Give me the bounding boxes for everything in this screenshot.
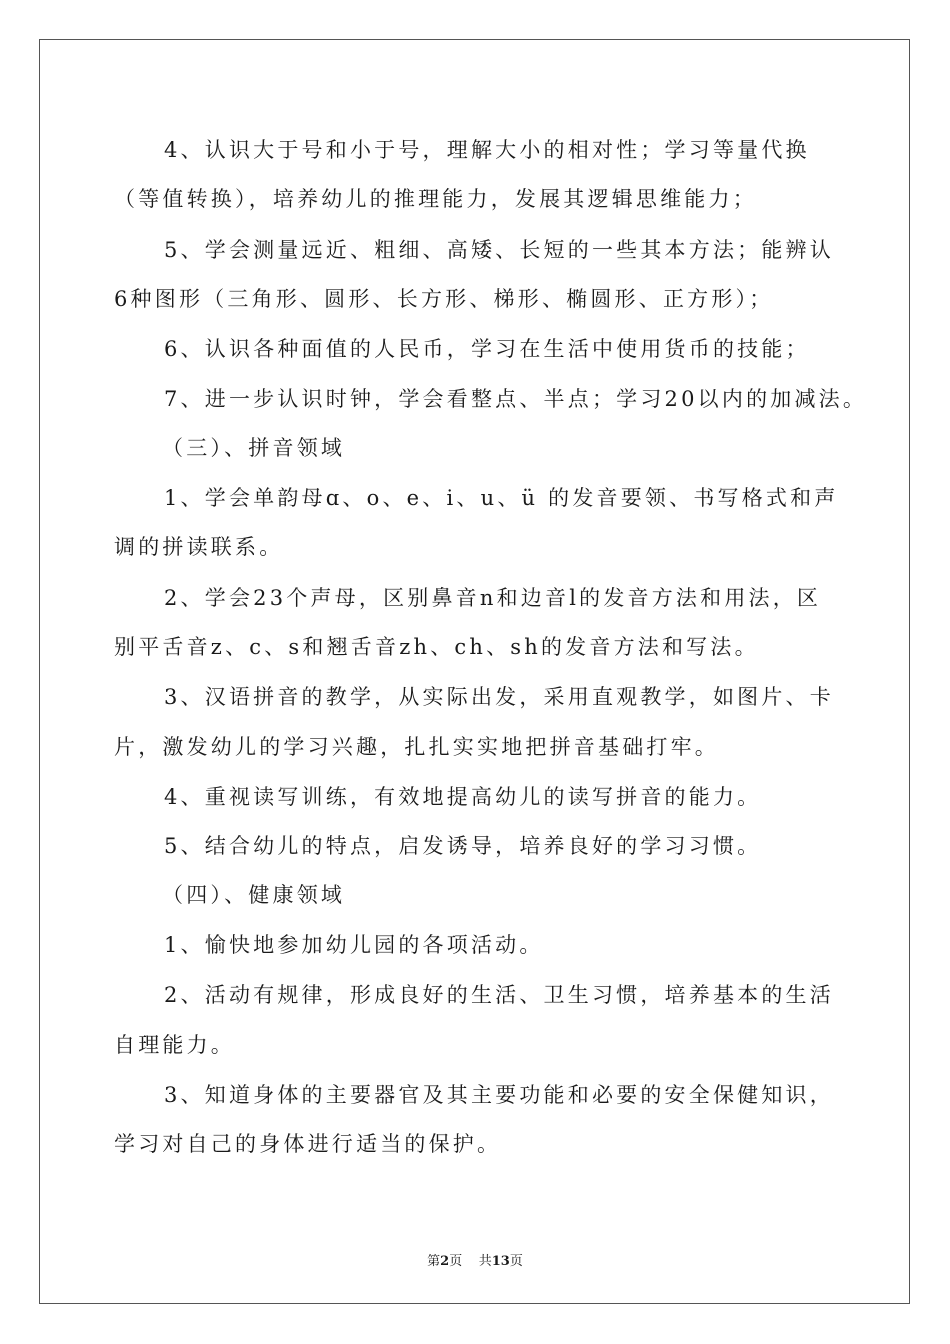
text-line: 片，激发幼儿的学习兴趣，扎扎实实地把拼音基础打牢。 [114, 735, 719, 759]
text-line: 7、进一步认识时钟，学会看整点、半点；学习20以内的加减法。 [164, 387, 868, 411]
text-line: 调的拼读联系。 [114, 535, 284, 559]
text-line: 2、活动有规律，形成良好的生活、卫生习惯，培养基本的生活 [164, 983, 834, 1007]
text-line: 5、结合幼儿的特点，启发诱导，培养良好的学习习惯。 [164, 834, 762, 858]
footer-page-prefix: 第 [427, 1254, 441, 1269]
text-line: 4、认识大于号和小于号，理解大小的相对性；学习等量代换 [164, 138, 810, 162]
text-line: 3、汉语拼音的教学，从实际出发，采用直观教学，如图片、卡 [164, 685, 834, 709]
text-line: 1、愉快地参加幼儿园的各项活动。 [164, 933, 544, 957]
footer-total-suffix: 页 [509, 1254, 523, 1269]
footer-total-pages: 13 [491, 1254, 510, 1269]
text-line: 学习对自己的身体进行适当的保护。 [114, 1132, 502, 1156]
footer-page-suffix: 页 [449, 1254, 463, 1269]
text-line: 2、学会23个声母，区别鼻音n和边音l的发音方法和用法，区 [164, 586, 822, 610]
page-border [39, 39, 910, 1304]
text-line: 自理能力。 [114, 1033, 235, 1057]
text-line: 6、认识各种面值的人民币，学习在生活中使用货币的技能； [164, 337, 810, 361]
footer-total-prefix: 共 [478, 1254, 492, 1269]
text-line: 4、重视读写训练，有效地提高幼儿的读写拼音的能力。 [164, 785, 762, 809]
text-line: 5、学会测量远近、粗细、高矮、长短的一些其本方法；能辨认 [164, 238, 834, 262]
text-line: 6种图形（三角形、圆形、长方形、梯形、椭圆形、正方形）； [114, 287, 774, 311]
page-footer [0, 1250, 950, 1269]
text-line: 别平舌音z、c、s和翘舌音zh、ch、sh的发音方法和写法。 [114, 635, 759, 659]
text-line: 1、学会单韵母ɑ、o、e、i、u、ü 的发音要领、书写格式和声 [164, 486, 839, 510]
text-line: （等值转换），培养幼儿的推理能力，发展其逻辑思维能力； [114, 187, 757, 211]
section-heading: （三）、拼音领域 [162, 436, 346, 460]
footer-page-number: 2 [440, 1254, 450, 1269]
section-heading: （四）、健康领域 [162, 883, 346, 907]
text-line: 3、知道身体的主要器官及其主要功能和必要的安全保健知识， [164, 1083, 834, 1107]
